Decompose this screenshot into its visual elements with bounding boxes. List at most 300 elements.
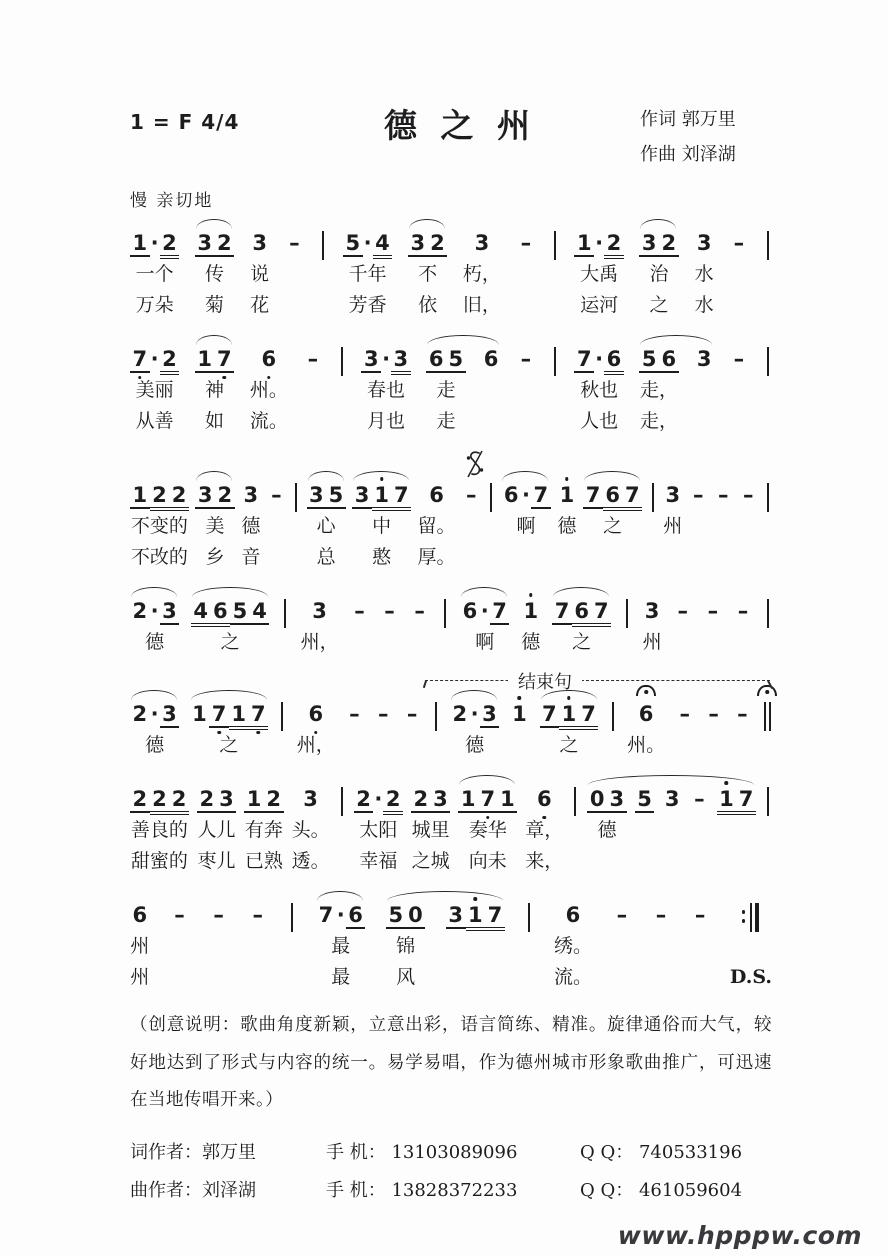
lyric-syllable (292, 513, 300, 544)
note-cell (190, 702, 269, 763)
lyric-syllable: 枣儿 (197, 850, 236, 873)
lyric-syllable: 水 (694, 294, 714, 317)
lyric-syllable: 最 (331, 966, 351, 989)
lyric-syllable (379, 732, 387, 763)
lyric-syllable: 之 (603, 515, 623, 538)
lyric-syllable (709, 629, 717, 660)
composer-contact-row (130, 1172, 772, 1210)
note-cell (354, 787, 403, 879)
lyric-syllable (764, 544, 772, 575)
lyric-syllable (735, 261, 743, 292)
lyric-syllable: 有奔 (244, 819, 283, 842)
note-number: 1 (192, 702, 207, 727)
music-system (130, 889, 772, 995)
note-row (610, 702, 615, 732)
barline (769, 702, 771, 731)
note-row (339, 347, 344, 377)
dash-extension: – (616, 903, 628, 928)
slur-arc (553, 587, 609, 597)
note-row (130, 231, 179, 261)
barline-cell (278, 702, 286, 763)
lyric-syllable (432, 732, 440, 763)
lyric-syllable: 美丽 (135, 379, 174, 402)
note-row (714, 483, 733, 513)
lyric-syllable: 德 (521, 631, 541, 654)
note-cell (481, 347, 501, 439)
note-number: 6 (306, 702, 326, 726)
slur-arc (387, 891, 503, 901)
note-number: 7 (478, 787, 498, 813)
lyric-syllable (288, 933, 296, 964)
duration-dot: · (336, 903, 345, 928)
note-number: 6 (210, 599, 230, 627)
lyric-syllable (522, 377, 530, 408)
lyric-syllable (618, 964, 626, 995)
note-cell (316, 903, 365, 995)
note-number: 3 (474, 231, 490, 256)
lyric-syllable: 神 (205, 379, 225, 402)
lyric-syllable (641, 848, 649, 879)
lyric-syllable (694, 544, 702, 575)
dash-extension: – (733, 347, 745, 372)
barline-cell (649, 483, 657, 575)
note-cell (197, 787, 236, 879)
dash-extension: – (377, 702, 389, 727)
note-cell (627, 702, 665, 763)
note-number: 3 (195, 231, 215, 257)
note-number: 2 (150, 787, 170, 815)
note-row (635, 787, 655, 817)
barline (341, 347, 343, 376)
lyric-syllable (735, 377, 743, 408)
lyric-syllable: 德 (145, 631, 165, 654)
note-number: 1 (372, 483, 392, 511)
note-number: 6 (429, 483, 444, 508)
note-row (285, 231, 304, 261)
note-cell (130, 599, 179, 660)
slur-arc (502, 471, 548, 481)
barline (341, 787, 343, 816)
barline-cell (764, 787, 772, 879)
note-number: 1 (510, 702, 530, 726)
note-row (380, 599, 399, 629)
note-number: 3 (696, 347, 712, 372)
note-number: 5 (230, 599, 250, 625)
note-number: 2 (452, 702, 468, 727)
music-system (130, 773, 772, 879)
lyric-syllable (747, 933, 755, 964)
lyric-syllable: 朽， (462, 263, 501, 286)
lyric-syllable (338, 408, 346, 439)
note-row (583, 483, 642, 513)
lyric-syllable (744, 544, 752, 575)
note-row (361, 347, 410, 377)
lyric-syllable: 风 (396, 966, 416, 989)
lyric-syllable (679, 629, 687, 660)
lyric-syllable: 奏华 (468, 819, 507, 842)
lyric-syllable: 之 (219, 734, 239, 757)
note-row (345, 702, 364, 732)
lyric-syllable: 音 (241, 546, 261, 569)
note-number: 7 (540, 702, 560, 728)
note-number: 2 (169, 483, 189, 511)
note-row (704, 702, 723, 732)
note-number: 2 (411, 787, 431, 813)
lyric-syllable (649, 544, 657, 575)
note-number: 2 (160, 347, 180, 375)
lyric-syllable: 德 (597, 819, 617, 842)
dash-extension: – (737, 702, 748, 727)
note-row (639, 347, 678, 377)
note-number: 3 (160, 702, 180, 728)
barline (767, 231, 769, 260)
note-row (304, 347, 323, 377)
note-row (316, 903, 365, 933)
lyricist-credit: 作词 郭万里 (640, 109, 736, 130)
lyric-syllable: 德 (465, 734, 485, 757)
lyric-syllable (618, 933, 626, 964)
dash-extension: – (655, 903, 667, 928)
lyric-syllable (309, 408, 317, 439)
note-number: 2 (383, 787, 403, 815)
note-cell (517, 231, 536, 323)
note-number: 7 (318, 903, 334, 928)
note-row (280, 702, 285, 732)
lyric-syllable (525, 964, 533, 995)
note-cell (734, 599, 753, 660)
lyric-syllable: 人儿 (197, 819, 236, 842)
lyric-syllable: 啊 (475, 631, 495, 654)
note-cell (130, 702, 179, 763)
note-cell (690, 787, 709, 879)
lyric-syllable: 州 (642, 631, 662, 654)
note-number: 5 (446, 347, 466, 373)
ending-label: 结束句 (508, 668, 582, 694)
barline-cell (764, 347, 772, 439)
barline-cell (292, 483, 300, 575)
note-cell (130, 483, 189, 575)
lyricist-phone: 手 机： 13103089096 (326, 1142, 518, 1164)
note-cell (691, 903, 710, 995)
note-number: 6 (638, 702, 654, 727)
dash-extension: – (466, 483, 477, 508)
dash-extension: – (289, 231, 300, 256)
note-number: 3 (607, 787, 627, 813)
lyric-syllable (764, 513, 772, 544)
note-cell (386, 903, 425, 995)
duration-dot: · (363, 231, 372, 256)
barline (764, 702, 766, 731)
note-cell (301, 599, 339, 660)
lyric-syllable (732, 817, 740, 848)
lyric-syllable (551, 377, 559, 408)
note-cell (730, 231, 749, 323)
lyric-syllable: 说 (250, 263, 270, 286)
note-row (534, 787, 554, 817)
note-row (426, 347, 465, 377)
note-row (663, 483, 683, 513)
note-number: 5 (639, 347, 659, 373)
dash-extension: – (406, 702, 418, 727)
note-row (717, 787, 756, 817)
note-number: 4 (191, 599, 211, 627)
note-row (350, 599, 369, 629)
note-number: 2 (160, 231, 180, 259)
note-cell (730, 347, 749, 439)
barline-cell (623, 599, 631, 660)
note-cell (458, 787, 517, 879)
note-number: 2 (659, 231, 679, 257)
lyric-syllable (522, 408, 530, 439)
note-row (488, 483, 493, 513)
lyric-syllable: 秋也 (580, 379, 619, 402)
note-row (386, 903, 425, 933)
note-cell (244, 787, 283, 879)
barline-cell (338, 347, 346, 439)
note-row (691, 903, 710, 933)
note-row (427, 483, 447, 513)
note-cell (130, 347, 179, 439)
note-row (306, 702, 326, 732)
barline (490, 483, 492, 512)
lyric-syllable (764, 292, 772, 323)
lyric-syllable: 州。 (627, 734, 666, 757)
lyric-syllable: 州， (300, 631, 339, 654)
note-row (248, 903, 267, 933)
lyric-syllable: 德 (145, 734, 165, 757)
barline (750, 903, 752, 932)
lyric-syllable (408, 732, 416, 763)
note-row (557, 483, 577, 513)
lyric-syllable (215, 964, 223, 995)
lyric-syllable (571, 817, 579, 848)
note-number: 7 (583, 483, 603, 509)
note-cell (410, 599, 429, 660)
slur-arc (308, 471, 344, 481)
note-row (639, 231, 678, 261)
note-number: 7 (248, 702, 268, 730)
lyric-syllable: 留。 (417, 515, 456, 538)
dash-extension: – (694, 903, 706, 928)
duration-dot: · (150, 702, 159, 727)
lyric-syllable (319, 261, 327, 292)
note-row (450, 702, 499, 732)
lyric-syllable (700, 377, 708, 408)
lyric-syllable: 旧， (462, 294, 501, 317)
note-number: 6 (572, 599, 592, 627)
barline (284, 599, 286, 628)
note-row (433, 702, 438, 732)
note-cell (195, 483, 234, 575)
dash-extension: – (693, 483, 704, 508)
note-row (410, 599, 429, 629)
note-cell (574, 231, 623, 323)
note-cell (574, 347, 623, 439)
note-number: 6 (565, 903, 581, 928)
note-row (636, 702, 656, 732)
lyric-syllable (288, 964, 296, 995)
note-row (446, 903, 505, 933)
lyric-syllable (571, 848, 579, 879)
note-cell (130, 231, 179, 323)
note-cell (739, 483, 758, 575)
note-cell (195, 231, 234, 323)
note-number: 1 (574, 231, 594, 257)
note-row (517, 347, 536, 377)
note-row (191, 599, 270, 629)
note-number: 0 (406, 903, 426, 929)
dash-extension: – (174, 903, 185, 928)
note-cell (694, 347, 714, 439)
lyric-syllable: 花 (250, 294, 270, 317)
lyric-syllable (700, 408, 708, 439)
lyric-syllable (338, 817, 346, 848)
note-row (197, 787, 236, 817)
note-cell (587, 787, 626, 879)
note-row (267, 483, 286, 513)
note-number: 7 (209, 702, 229, 728)
lyric-syllable: 最 (331, 935, 351, 958)
barline-cell (432, 702, 440, 763)
note-number: 2 (264, 787, 284, 813)
note-cell (130, 787, 189, 879)
dash-extension: – (271, 483, 282, 508)
barline (755, 903, 759, 932)
note-cell (250, 347, 288, 439)
note-cell (170, 903, 189, 995)
note-number: 7 (591, 599, 611, 627)
lyric-syllable: 走， (640, 379, 679, 402)
lyric-syllable (694, 513, 702, 544)
note-row (472, 231, 492, 261)
lyric-syllable (719, 544, 727, 575)
note-row (354, 787, 403, 817)
barline (612, 702, 614, 731)
dash-extension: – (677, 599, 689, 624)
dash-extension: – (718, 483, 729, 508)
lyric-syllable (522, 261, 530, 292)
note-cell (250, 231, 270, 323)
note-cell (374, 702, 393, 763)
note-number: 6 (259, 347, 279, 371)
note-row (742, 903, 761, 933)
note-cell (552, 599, 611, 660)
note-number: 6 (604, 347, 624, 375)
lyric-syllable: 美 (205, 515, 225, 538)
lyric-syllable: 走 (436, 410, 456, 433)
slur-arc (640, 335, 712, 345)
lyric-syllable: 之 (220, 631, 240, 654)
lyric-syllable (657, 933, 665, 964)
slur-arc (191, 690, 267, 700)
duration-dot: · (595, 347, 604, 372)
credits (640, 102, 772, 172)
dash-extension: – (742, 483, 754, 508)
lyric-syllable (522, 292, 530, 323)
note-row (130, 702, 179, 732)
lyric-syllable: 来， (525, 850, 564, 873)
lyric-syllable (609, 544, 617, 575)
barline (574, 787, 576, 816)
note-row (689, 483, 708, 513)
music-system (130, 670, 772, 763)
note-row (552, 347, 557, 377)
note-number: 3 (644, 599, 660, 624)
dash-extension: – (307, 347, 319, 372)
note-cell (717, 787, 756, 879)
duration-dot: · (595, 231, 604, 256)
note-number: 4 (250, 599, 270, 625)
note-number: 1 (521, 599, 541, 623)
note-number: 3 (391, 347, 411, 375)
duration-dot: · (470, 702, 479, 727)
note-number: 7 (531, 483, 551, 509)
note-row (652, 903, 671, 933)
lyric-syllable: 芳香 (348, 294, 387, 317)
lyric-syllable (695, 848, 703, 879)
note-number: 7 (736, 787, 756, 815)
lyric-syllable (764, 848, 772, 879)
note-row (527, 903, 532, 933)
barline (767, 599, 769, 628)
note-number: 6 (132, 903, 148, 928)
lyric-syllable (467, 513, 475, 544)
barline-cell (441, 599, 449, 660)
note-number: 3 (431, 787, 451, 813)
lyric-syllable (551, 292, 559, 323)
slur-arc (196, 219, 232, 229)
barline-cell (764, 231, 772, 323)
note-number: 6 (503, 483, 519, 508)
dash-extension: – (737, 599, 749, 624)
dash-extension: – (708, 702, 719, 727)
lyric-syllable: 治 (649, 263, 669, 286)
note-row (241, 483, 261, 513)
note-row (244, 787, 283, 817)
duration-dot: · (522, 483, 531, 508)
lyric-syllable (355, 629, 363, 660)
note-cell (343, 231, 392, 323)
note-number: 3 (252, 231, 267, 256)
note-row (374, 702, 393, 732)
watermark: www.hpppw.com (617, 1221, 862, 1250)
note-row (517, 231, 536, 261)
note-cell (292, 787, 330, 879)
slur-arc (640, 219, 676, 229)
lyric-syllable (551, 408, 559, 439)
note-row (130, 599, 179, 629)
barline-cell (764, 599, 772, 660)
note-number: 2 (604, 231, 624, 259)
note-number: 2 (215, 483, 235, 509)
note-cell (510, 702, 530, 763)
note-row (411, 787, 450, 817)
lyric-syllable: 幸福 (359, 850, 398, 873)
lyric-syllable (764, 817, 772, 848)
note-cell (525, 787, 563, 879)
slur-arc (409, 219, 445, 229)
note-row (765, 599, 770, 629)
note-row (573, 787, 578, 817)
note-cell (674, 599, 693, 660)
note-number: 6 (346, 903, 366, 929)
note-number: 7 (552, 599, 572, 625)
note-number: 6 (603, 483, 623, 511)
note-number: 6 (462, 599, 478, 624)
note-row (310, 599, 330, 629)
song-title: 德 之 州 (384, 106, 536, 145)
lyric-syllable (657, 964, 665, 995)
